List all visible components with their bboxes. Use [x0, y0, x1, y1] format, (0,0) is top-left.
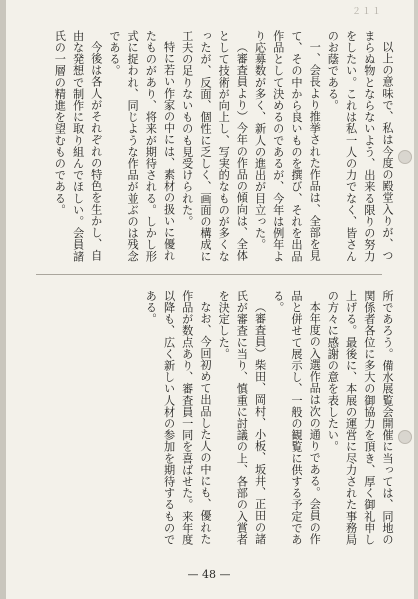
- scan-edge-right: [414, 0, 418, 599]
- paragraph: 本年度の入選作品は次の通りである。会員の作品と併せて展示し、一般の観覧に供する予定である。: [271, 290, 322, 546]
- upper-text-block: [18, 30, 396, 262]
- paragraph: （審査員）柴田、岡村、小板、坂井、正田の諸氏が審査に当り、慎重に討議の上、各部の入賞者を決定した。: [217, 290, 267, 546]
- page-stamp: ２１１: [352, 7, 383, 17]
- paragraph: 一、会長より推挙された作品は、全部を見て、その中から良いものを撰び、それを出品作品として決めるのであるが、今年は例年より応募数が多く、新人の進出が目立った。: [253, 30, 322, 262]
- section-divider: [36, 274, 382, 275]
- paragraph: 所であろう。備水展覧会開催に当っては、同地の関係者各位に多大の御協力を頂き、厚く御礼申し上げる。最後に、本展の運営に尽力された事務局の方々に感謝の意を表したい。: [326, 290, 394, 546]
- paragraph: （審査員より）今年の作品の傾向は、全体として技術が向上し、写実的なものが多くなったが、反面、個性に乏しく、画面の構成に工夫の足りないものも見受けられた。: [180, 30, 249, 262]
- binding-hole: [398, 430, 412, 444]
- paragraph: 特に若い作家の中には、素材の扱いに優れたものがあり、将来が期待される。しかし形式に捉われ、同じような作品が並ぶのは残念である。: [107, 30, 176, 262]
- page-number: — 48 —: [187, 568, 231, 581]
- binding-hole: [398, 150, 412, 164]
- paragraph: 以上の意味で、私は今度の殿堂入りが、つまらぬ物とならないよう、出来る限りの努力をしたい。これは私一人の力でなく、皆さんのお蔭である。: [326, 30, 394, 262]
- paragraph: なお、今回初めて出品した人の中にも、優れた作品が数点あり、審査員一同を喜ばせた。来年度以降も、広く新しい人材の参加を期待するものである。: [144, 290, 212, 546]
- lower-text-block: [18, 290, 396, 554]
- paragraph: 今後は各人がそれぞれの特色を生かし、自由な発想で制作に取り組んでほしい。会員諸氏の一層の精進を望むものである。: [53, 30, 103, 262]
- scan-edge-left: [0, 0, 6, 599]
